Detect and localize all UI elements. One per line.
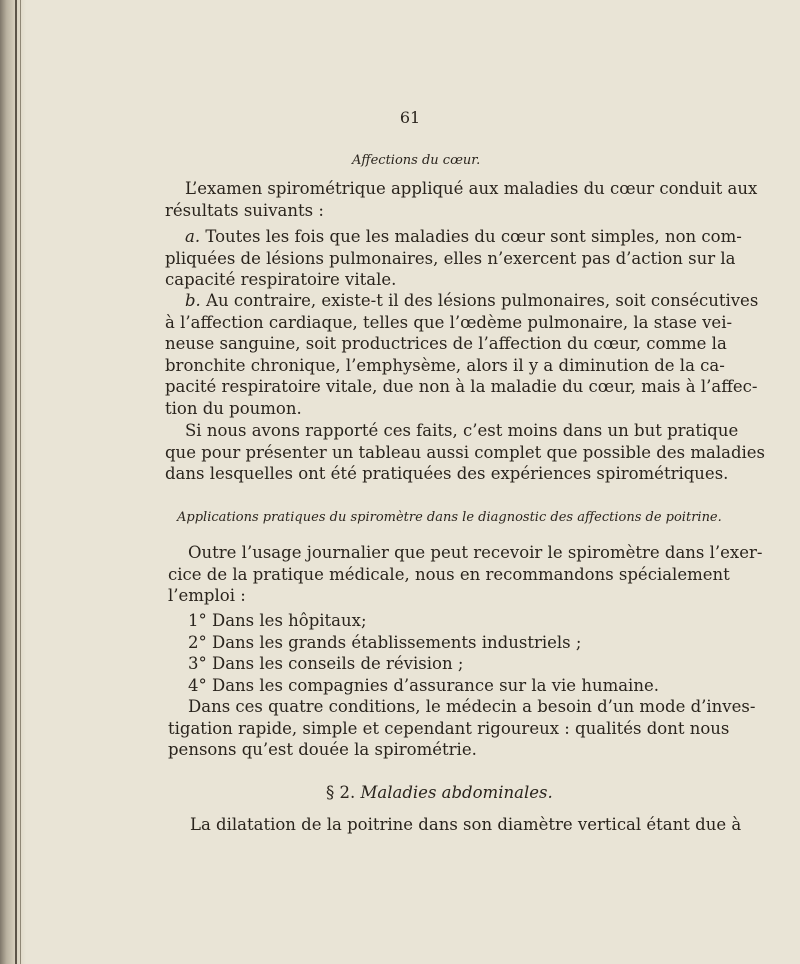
binding-edge-inner bbox=[20, 0, 21, 964]
summary-paragraph: Si nous avons rapporté ces faits, c’est moins dans un but pratique que pour présenter un tableau aussi complet que possible des maladies dans lesquelles ont été pratiquées des expériences spirométriques. bbox=[165, 421, 766, 483]
item-b: b. Au contraire, existe-t il des lésions pulmonaires, soit consécutives à l’affection cardiaque, telles que l’œdème pulmonaire, la stase vei- neuse sanguine, soit productrices de l’affection du cœur, comme la bronchite chronique, l’emphysème, alors il y a diminution de la ca- pacité respiratoire vitale, due non à la maladie du cœur, mais à l’affec- tion du poumon. bbox=[165, 291, 759, 418]
list-item: 2° Dans les grands établissements industriels ; bbox=[188, 632, 582, 652]
page-binding bbox=[0, 0, 26, 964]
list-item: 3° Dans les conseils de révision ; bbox=[188, 654, 464, 673]
final-line: La dilatation de la poitrine dans son diamètre vertical étant due à bbox=[190, 815, 742, 834]
section-title-heart: Affections du cœur. bbox=[352, 153, 481, 168]
section-symbol: § 2. bbox=[326, 783, 356, 802]
item-a: a. Toutes les fois que les maladies du cœur sont simples, non com- pliquées de lésions pulmonaires, elles n’exercent pas d’action sur la capacité respiratoire vitale. bbox=[165, 227, 742, 289]
applications-title: Applications pratiques du spiromètre dans le diagnostic des affections de poitrine. bbox=[177, 510, 722, 525]
intro-paragraph: L’examen spirométrique appliqué aux maladies du cœur conduit aux résultats suivants : bbox=[165, 179, 758, 220]
list-item: 4° Dans les compagnies d’assurance sur la vie humaine. bbox=[188, 675, 659, 695]
section-2-heading bbox=[326, 782, 553, 804]
page-number: 61 bbox=[399, 108, 421, 127]
recommendation-list bbox=[188, 610, 659, 696]
list-item: 1° Dans les hôpitaux; bbox=[188, 611, 367, 630]
binding-edge bbox=[15, 0, 17, 964]
section-2-title: Maladies abdominales. bbox=[360, 783, 553, 802]
applications-intro: Outre l’usage journalier que peut recevoir le spiromètre dans l’exer- cice de la pratique médicale, nous en recommandons spécialement l’emploi : bbox=[168, 543, 763, 605]
conditions-paragraph: Dans ces quatre conditions, le médecin a besoin d’un mode d’inves- tigation rapide, simple et cependant rigoureux : qualités dont nous pensons qu’est douée la spirométrie. bbox=[168, 697, 756, 759]
